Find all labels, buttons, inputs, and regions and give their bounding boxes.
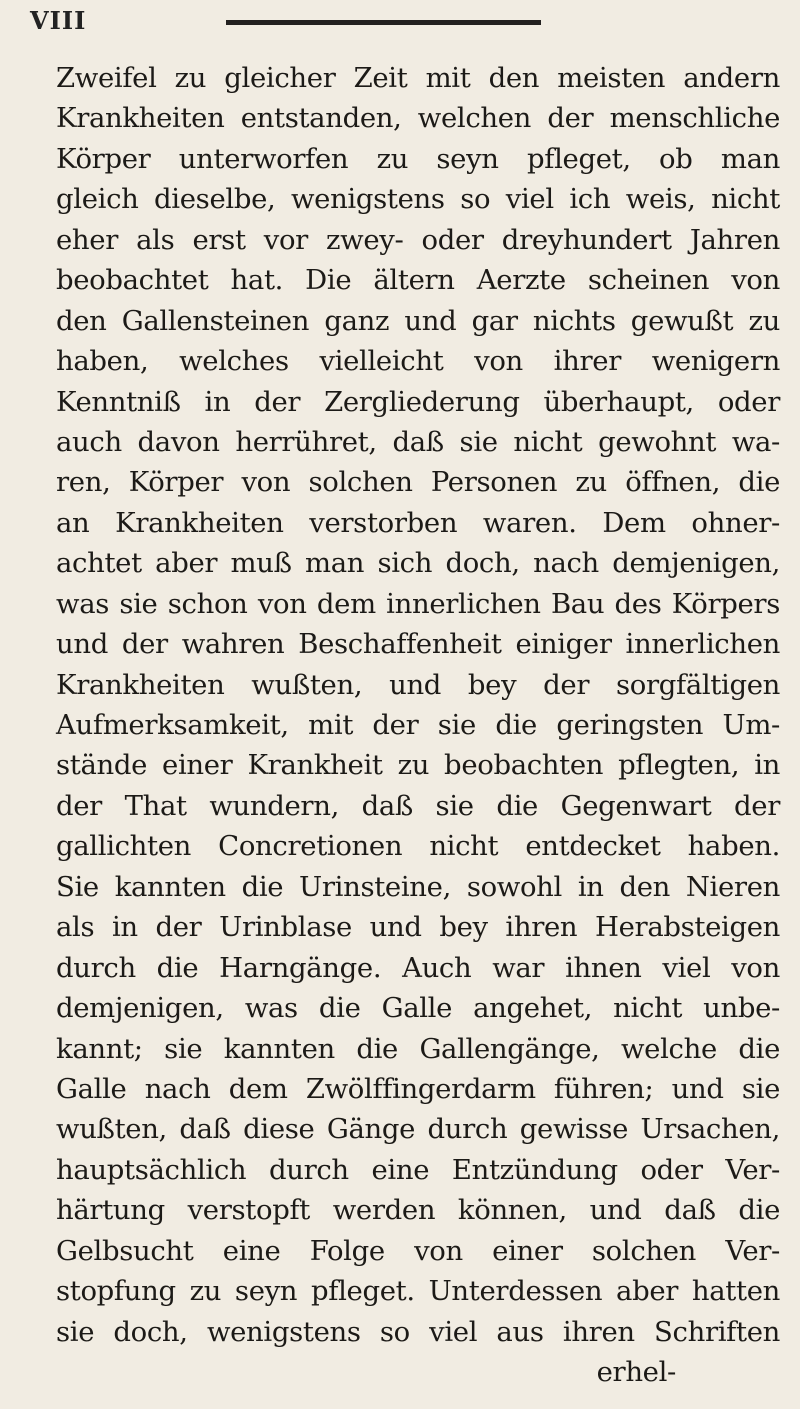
body-text	[56, 58, 780, 1392]
header-rule	[226, 20, 541, 25]
text-line: Aufmerksamkeit, mit der sie die geringsten Um-	[56, 709, 780, 741]
text-line: und der wahren Beschaffenheit einiger innerlichen	[56, 628, 780, 661]
text-line: hauptsächlich durch eine Entzündung oder Ver-	[56, 1153, 780, 1186]
text-line: der That wundern, daß sie die Gegenwart der	[56, 789, 780, 822]
text-line: achtet aber muß man sich doch, nach demjenigen,	[56, 547, 780, 580]
text-line: auch davon herrühret, daß sie nicht gewohnt wa-	[56, 425, 780, 458]
text-line: beobachtet hat. Die ältern Aerzte scheinen von	[56, 264, 780, 297]
text-line: als in der Urinblase und bey ihren Herabsteigen	[56, 911, 780, 944]
text-line: stopfung zu seyn pfleget. Unterdessen aber hatten	[56, 1275, 780, 1308]
text-line: härtung verstopft werden können, und daß die	[56, 1194, 780, 1227]
text-line: ren, Körper von solchen Personen zu öffnen, die	[56, 466, 780, 499]
text-line: Kenntniß in der Zergliederung überhaupt, oder	[56, 385, 780, 418]
text-line: stände einer Krankheit zu beobachten pflegten, in	[56, 749, 780, 782]
text-line: eher als erst vor zwey- oder dreyhundert Jahren	[56, 223, 780, 256]
text-line: gallichten Concretionen nicht entdecket haben.	[56, 830, 780, 863]
text-line: sie doch, wenigstens so viel aus ihren Schriften	[56, 1315, 780, 1348]
page-number: VIII	[30, 6, 87, 35]
text-line: wußten, daß diese Gänge durch gewisse Ursachen,	[56, 1113, 780, 1146]
text-line: demjenigen, was die Galle angehet, nicht unbe-	[56, 992, 780, 1025]
text-line: Sie kannten die Urinsteine, sowohl in den Nieren	[56, 870, 780, 903]
text-line: Körper unterworfen zu seyn pfleget, ob man	[56, 142, 780, 175]
text-line: den Gallensteinen ganz und gar nichts gewußt zu	[56, 304, 780, 337]
catchword: erhel-	[596, 1356, 676, 1388]
text-line: kannt; sie kannten die Gallengänge, welche die	[56, 1032, 780, 1065]
text-line: Krankheiten entstanden, welchen der menschliche	[56, 102, 780, 135]
text-line: Zweifel zu gleicher Zeit mit den meisten andern	[56, 62, 780, 94]
text-line: an Krankheiten verstorben waren. Dem ohner-	[56, 506, 780, 539]
text-line: Krankheiten wußten, und bey der sorgfältigen	[56, 668, 780, 701]
text-line: was sie schon von dem innerlichen Bau des Körpers	[56, 587, 780, 620]
text-line: haben, welches vielleicht von ihrer wenigern	[56, 345, 780, 378]
text-line: Galle nach dem Zwölffingerdarm führen; und sie	[56, 1072, 780, 1105]
text-line: Gelbsucht eine Folge von einer solchen Ver-	[56, 1234, 780, 1267]
text-line: gleich dieselbe, wenigstens so viel ich weis, nicht	[56, 183, 780, 216]
text-line: durch die Harngänge. Auch war ihnen viel von	[56, 951, 780, 984]
